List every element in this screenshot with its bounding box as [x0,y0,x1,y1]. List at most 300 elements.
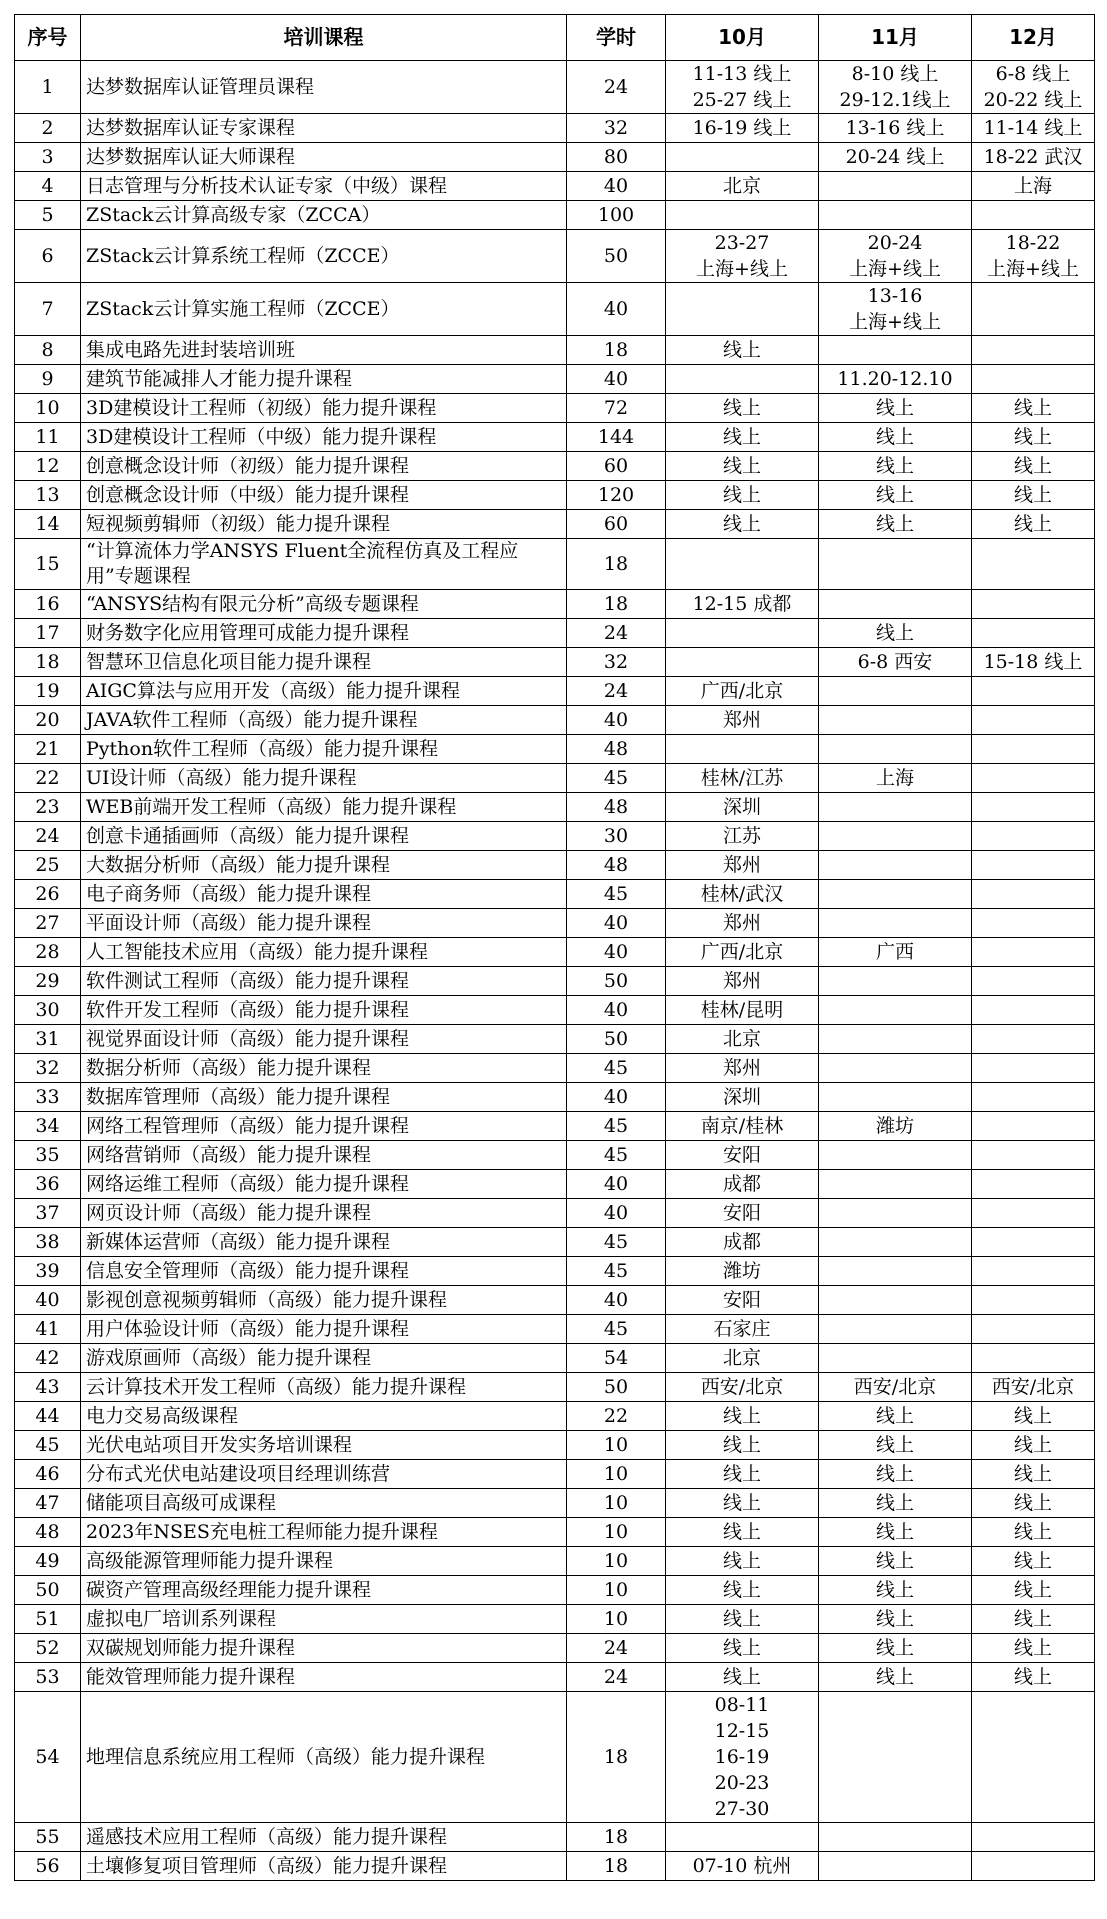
schedule-nov: 13-16 上海+线上 [819,283,972,336]
schedule-dec [972,1054,1095,1083]
course-name: “ANSYS结构有限元分析”高级专题课程 [81,590,567,619]
schedule-dec [972,793,1095,822]
course-hours: 24 [567,1634,666,1663]
schedule-dec [972,283,1095,336]
table-row [15,822,1095,851]
row-number: 9 [15,365,81,394]
schedule-oct: 桂林/昆明 [666,996,819,1025]
course-name: ZStack云计算实施工程师（ZCCE） [81,283,567,336]
table-row [15,230,1095,283]
table-row [15,1402,1095,1431]
course-name: ZStack云计算系统工程师（ZCCE） [81,230,567,283]
row-number: 8 [15,336,81,365]
table-row [15,1852,1095,1881]
schedule-oct: 潍坊 [666,1257,819,1286]
schedule-oct: 线上 [666,1431,819,1460]
row-number: 5 [15,201,81,230]
row-number: 26 [15,880,81,909]
schedule-oct: 江苏 [666,822,819,851]
table-row [15,1547,1095,1576]
row-number: 51 [15,1605,81,1634]
schedule-oct: 23-27 上海+线上 [666,230,819,283]
header-nov: 11月 [819,15,972,61]
schedule-oct: 线上 [666,1576,819,1605]
schedule-oct [666,143,819,172]
course-hours: 45 [567,1141,666,1170]
schedule-nov [819,1257,972,1286]
schedule-dec: 线上 [972,1605,1095,1634]
course-name: 3D建模设计工程师（中级）能力提升课程 [81,423,567,452]
table-row [15,706,1095,735]
course-hours: 10 [567,1460,666,1489]
course-name: 云计算技术开发工程师（高级）能力提升课程 [81,1373,567,1402]
table-row [15,510,1095,539]
schedule-dec [972,1344,1095,1373]
schedule-nov: 上海 [819,764,972,793]
row-number: 12 [15,452,81,481]
row-number: 39 [15,1257,81,1286]
schedule-dec: 18-22 武汉 [972,143,1095,172]
row-number: 19 [15,677,81,706]
course-name: “计算流体力学ANSYS Fluent全流程仿真及工程应用”专题课程 [81,539,567,590]
schedule-dec [972,1315,1095,1344]
course-hours: 45 [567,1228,666,1257]
schedule-dec: 线上 [972,1547,1095,1576]
course-hours: 144 [567,423,666,452]
course-name: 短视频剪辑师（初级）能力提升课程 [81,510,567,539]
schedule-oct: 线上 [666,1663,819,1692]
course-name: 视觉界面设计师（高级）能力提升课程 [81,1025,567,1054]
row-number: 6 [15,230,81,283]
schedule-oct: 深圳 [666,793,819,822]
schedule-nov [819,735,972,764]
schedule-dec: 线上 [972,1518,1095,1547]
course-hours: 50 [567,967,666,996]
schedule-oct: 08-11 12-15 16-19 20-23 27-30 [666,1692,819,1823]
row-number: 54 [15,1692,81,1823]
schedule-dec [972,706,1095,735]
schedule-oct [666,365,819,394]
schedule-nov [819,880,972,909]
course-hours: 50 [567,1025,666,1054]
course-name: 储能项目高级可成课程 [81,1489,567,1518]
course-hours: 10 [567,1547,666,1576]
course-hours: 24 [567,61,666,114]
course-hours: 40 [567,283,666,336]
schedule-oct [666,648,819,677]
table-row [15,1373,1095,1402]
course-hours: 50 [567,230,666,283]
schedule-nov [819,1286,972,1315]
schedule-nov: 线上 [819,619,972,648]
schedule-oct: 安阳 [666,1199,819,1228]
row-number: 28 [15,938,81,967]
schedule-nov: 线上 [819,1576,972,1605]
schedule-nov [819,1025,972,1054]
schedule-nov [819,1199,972,1228]
schedule-nov: 线上 [819,394,972,423]
schedule-oct: 线上 [666,1489,819,1518]
course-name: UI设计师（高级）能力提升课程 [81,764,567,793]
table-row [15,967,1095,996]
row-number: 38 [15,1228,81,1257]
schedule-oct: 安阳 [666,1141,819,1170]
schedule-oct: 郑州 [666,967,819,996]
table-row [15,172,1095,201]
row-number: 13 [15,481,81,510]
schedule-oct: 11-13 线上 25-27 线上 [666,61,819,114]
course-hours: 48 [567,793,666,822]
table-row [15,365,1095,394]
course-name: 2023年NSES充电桩工程师能力提升课程 [81,1518,567,1547]
schedule-nov [819,1054,972,1083]
schedule-nov: 线上 [819,1605,972,1634]
table-row [15,590,1095,619]
course-name: 创意概念设计师（初级）能力提升课程 [81,452,567,481]
schedule-nov: 线上 [819,1489,972,1518]
course-hours: 40 [567,938,666,967]
course-name: Python软件工程师（高级）能力提升课程 [81,735,567,764]
header-course: 培训课程 [81,15,567,61]
course-hours: 50 [567,1373,666,1402]
row-number: 34 [15,1112,81,1141]
schedule-dec [972,336,1095,365]
table-row [15,648,1095,677]
course-hours: 18 [567,336,666,365]
schedule-oct: 北京 [666,1025,819,1054]
schedule-nov: 6-8 西安 [819,648,972,677]
table-row [15,1634,1095,1663]
course-hours: 10 [567,1518,666,1547]
row-number: 2 [15,114,81,143]
course-hours: 24 [567,1663,666,1692]
table-row [15,143,1095,172]
table-row [15,1257,1095,1286]
schedule-nov: 线上 [819,1634,972,1663]
schedule-nov [819,851,972,880]
schedule-dec [972,1199,1095,1228]
table-row [15,481,1095,510]
row-number: 17 [15,619,81,648]
schedule-oct: 线上 [666,394,819,423]
schedule-dec: 线上 [972,510,1095,539]
schedule-dec: 线上 [972,1402,1095,1431]
course-hours: 45 [567,1257,666,1286]
schedule-nov [819,1344,972,1373]
row-number: 20 [15,706,81,735]
schedule-dec [972,1083,1095,1112]
table-row [15,1025,1095,1054]
schedule-dec: 上海 [972,172,1095,201]
row-number: 49 [15,1547,81,1576]
course-name: 达梦数据库认证大师课程 [81,143,567,172]
schedule-dec: 15-18 线上 [972,648,1095,677]
schedule-oct: 北京 [666,172,819,201]
schedule-oct: 线上 [666,1518,819,1547]
course-name: AIGC算法与应用开发（高级）能力提升课程 [81,677,567,706]
schedule-dec: 线上 [972,1431,1095,1460]
table-row [15,793,1095,822]
table-row [15,1315,1095,1344]
schedule-dec [972,1692,1095,1823]
schedule-nov [819,996,972,1025]
course-name: 人工智能技术应用（高级）能力提升课程 [81,938,567,967]
schedule-oct: 线上 [666,423,819,452]
table-row [15,1344,1095,1373]
table-row [15,61,1095,114]
schedule-oct [666,619,819,648]
row-number: 42 [15,1344,81,1373]
course-name: 创意卡通插画师（高级）能力提升课程 [81,822,567,851]
schedule-dec: 线上 [972,1460,1095,1489]
schedule-nov [819,1315,972,1344]
schedule-oct: 16-19 线上 [666,114,819,143]
schedule-dec: 线上 [972,1634,1095,1663]
header-no: 序号 [15,15,81,61]
schedule-dec [972,590,1095,619]
row-number: 4 [15,172,81,201]
course-hours: 40 [567,1170,666,1199]
schedule-nov [819,967,972,996]
schedule-nov [819,1228,972,1257]
course-hours: 10 [567,1431,666,1460]
course-hours: 22 [567,1402,666,1431]
schedule-nov [819,822,972,851]
course-hours: 40 [567,365,666,394]
table-row [15,619,1095,648]
schedule-nov: 线上 [819,1663,972,1692]
row-number: 27 [15,909,81,938]
course-name: 创意概念设计师（中级）能力提升课程 [81,481,567,510]
table-row [15,539,1095,590]
schedule-dec: 线上 [972,1489,1095,1518]
schedule-dec [972,1112,1095,1141]
row-number: 52 [15,1634,81,1663]
table-row [15,1083,1095,1112]
course-hours: 60 [567,510,666,539]
schedule-oct: 郑州 [666,851,819,880]
schedule-oct [666,201,819,230]
table-row [15,1199,1095,1228]
course-name: 碳资产管理高级经理能力提升课程 [81,1576,567,1605]
schedule-dec: 线上 [972,423,1095,452]
schedule-oct: 南京/桂林 [666,1112,819,1141]
table-row [15,452,1095,481]
schedule-dec [972,1170,1095,1199]
table-row [15,677,1095,706]
row-number: 48 [15,1518,81,1547]
schedule-dec [972,201,1095,230]
table-body [15,61,1095,1881]
table-row [15,1141,1095,1170]
schedule-dec: 线上 [972,394,1095,423]
schedule-oct: 线上 [666,336,819,365]
table-row [15,336,1095,365]
course-name: 新媒体运营师（高级）能力提升课程 [81,1228,567,1257]
schedule-dec [972,851,1095,880]
course-hours: 40 [567,1083,666,1112]
course-name: 能效管理师能力提升课程 [81,1663,567,1692]
schedule-dec: 线上 [972,1576,1095,1605]
schedule-dec: 6-8 线上 20-22 线上 [972,61,1095,114]
schedule-oct: 线上 [666,1460,819,1489]
course-hours: 10 [567,1489,666,1518]
course-hours: 45 [567,1315,666,1344]
schedule-nov: 线上 [819,510,972,539]
schedule-nov [819,1083,972,1112]
course-name: ZStack云计算高级专家（ZCCA） [81,201,567,230]
course-hours: 32 [567,648,666,677]
schedule-dec: 线上 [972,481,1095,510]
header-row [15,15,1095,61]
course-hours: 18 [567,1852,666,1881]
schedule-nov [819,1692,972,1823]
table-row [15,1576,1095,1605]
row-number: 31 [15,1025,81,1054]
row-number: 43 [15,1373,81,1402]
course-name: 软件开发工程师（高级）能力提升课程 [81,996,567,1025]
course-hours: 45 [567,1112,666,1141]
table-row [15,938,1095,967]
table-row [15,114,1095,143]
table-row [15,880,1095,909]
course-name: 达梦数据库认证专家课程 [81,114,567,143]
schedule-nov [819,172,972,201]
schedule-oct: 线上 [666,1605,819,1634]
schedule-oct [666,283,819,336]
table-row [15,764,1095,793]
schedule-nov [819,336,972,365]
course-name: 集成电路先进封装培训班 [81,336,567,365]
course-name: WEB前端开发工程师（高级）能力提升课程 [81,793,567,822]
course-hours: 18 [567,590,666,619]
table-row [15,1054,1095,1083]
row-number: 37 [15,1199,81,1228]
table-row [15,1112,1095,1141]
schedule-dec [972,1852,1095,1881]
schedule-nov: 潍坊 [819,1112,972,1141]
course-name: 达梦数据库认证管理员课程 [81,61,567,114]
table-row [15,1823,1095,1852]
course-hours: 48 [567,735,666,764]
schedule-nov [819,1823,972,1852]
course-name: 双碳规划师能力提升课程 [81,1634,567,1663]
schedule-nov: 线上 [819,481,972,510]
row-number: 36 [15,1170,81,1199]
course-name: JAVA软件工程师（高级）能力提升课程 [81,706,567,735]
schedule-dec [972,880,1095,909]
schedule-dec [972,1257,1095,1286]
course-name: 高级能源管理师能力提升课程 [81,1547,567,1576]
schedule-nov: 线上 [819,1460,972,1489]
schedule-nov: 线上 [819,1547,972,1576]
table-row [15,996,1095,1025]
row-number: 16 [15,590,81,619]
schedule-dec [972,1025,1095,1054]
schedule-dec [972,996,1095,1025]
course-name: 地理信息系统应用工程师（高级）能力提升课程 [81,1692,567,1823]
schedule-dec [972,735,1095,764]
schedule-oct: 广西/北京 [666,677,819,706]
course-name: 网络运维工程师（高级）能力提升课程 [81,1170,567,1199]
course-hours: 24 [567,619,666,648]
schedule-dec [972,909,1095,938]
row-number: 11 [15,423,81,452]
table-row [15,1605,1095,1634]
table-row [15,851,1095,880]
row-number: 41 [15,1315,81,1344]
course-name: 用户体验设计师（高级）能力提升课程 [81,1315,567,1344]
row-number: 56 [15,1852,81,1881]
schedule-nov [819,590,972,619]
row-number: 22 [15,764,81,793]
course-hours: 60 [567,452,666,481]
row-number: 47 [15,1489,81,1518]
table-row [15,1692,1095,1823]
course-name: 平面设计师（高级）能力提升课程 [81,909,567,938]
row-number: 53 [15,1663,81,1692]
schedule-oct: 线上 [666,481,819,510]
schedule-dec [972,1823,1095,1852]
course-hours: 40 [567,996,666,1025]
course-name: 智慧环卫信息化项目能力提升课程 [81,648,567,677]
schedule-nov [819,793,972,822]
schedule-dec: 西安/北京 [972,1373,1095,1402]
row-number: 21 [15,735,81,764]
row-number: 3 [15,143,81,172]
course-name: 分布式光伏电站建设项目经理训练营 [81,1460,567,1489]
row-number: 7 [15,283,81,336]
schedule-dec [972,1228,1095,1257]
course-hours: 18 [567,1692,666,1823]
course-hours: 120 [567,481,666,510]
schedule-dec: 11-14 线上 [972,114,1095,143]
row-number: 25 [15,851,81,880]
table-row [15,1286,1095,1315]
table-row [15,1170,1095,1199]
header-oct: 10月 [666,15,819,61]
course-hours: 10 [567,1605,666,1634]
row-number: 10 [15,394,81,423]
course-name: 财务数字化应用管理可成能力提升课程 [81,619,567,648]
table-row [15,1489,1095,1518]
schedule-dec [972,822,1095,851]
row-number: 23 [15,793,81,822]
course-hours: 18 [567,1823,666,1852]
course-hours: 40 [567,172,666,201]
schedule-dec: 线上 [972,1663,1095,1692]
course-hours: 32 [567,114,666,143]
schedule-oct: 深圳 [666,1083,819,1112]
table-row [15,1431,1095,1460]
course-hours: 45 [567,880,666,909]
table-row [15,283,1095,336]
schedule-oct: 12-15 成都 [666,590,819,619]
schedule-dec [972,1141,1095,1170]
schedule-nov: 13-16 线上 [819,114,972,143]
table-row [15,909,1095,938]
schedule-nov: 线上 [819,423,972,452]
schedule-dec [972,764,1095,793]
table-row [15,1228,1095,1257]
schedule-oct [666,735,819,764]
row-number: 40 [15,1286,81,1315]
course-name: 信息安全管理师（高级）能力提升课程 [81,1257,567,1286]
training-schedule-table [14,14,1095,1881]
course-name: 光伏电站项目开发实务培训课程 [81,1431,567,1460]
schedule-oct: 线上 [666,1634,819,1663]
schedule-oct: 郑州 [666,909,819,938]
